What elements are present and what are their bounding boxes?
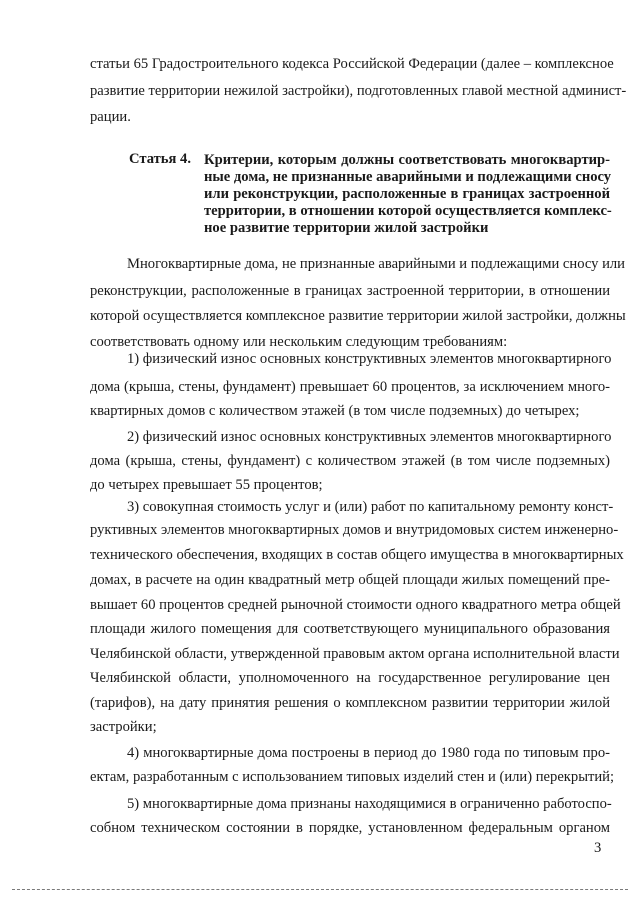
text-line: статьи 65 Градостроительного кодекса Российской Федерации (далее – комплексное [90, 56, 614, 72]
text-line: площади жилого помещения для соответствующего муниципального образования [90, 621, 610, 637]
list-item-3-line: 3) совокупная стоимость услуг и (или) работ по капитальному ремонту конст- [127, 499, 614, 515]
text-line: руктивных элементов многоквартирных домов и внутридомовых систем инженерно- [90, 522, 619, 538]
page-number: 3 [594, 840, 602, 856]
text-line: Челябинской области, уполномоченного на государственное регулирование цен [90, 670, 610, 686]
text-line: Челябинской области, утвержденной правовым актом органа исполнительной власти [90, 646, 620, 662]
article-title-line: ное развитие территории жилой застройки [204, 220, 489, 236]
text-line: дома (крыша, стены, фундамент) превышает 60 процентов, за исключением много- [90, 379, 610, 395]
text-line: которой осуществляется комплексное развитие территории жилой застройки, должны [90, 308, 626, 324]
text-line: рации. [90, 109, 131, 125]
list-item-5-line: 5) многоквартирные дома признаны находящимися в ограниченно работоспо- [127, 796, 612, 812]
text-line: застройки; [90, 719, 157, 735]
list-item-1-line: 1) физический износ основных конструктивных элементов многоквартирного [127, 351, 612, 367]
text-line: Многоквартирные дома, не признанные аварийными и подлежащими сносу или [127, 256, 625, 272]
page-edge-divider [12, 889, 628, 890]
list-item-4-line: 4) многоквартирные дома построены в период до 1980 года по типовым про- [127, 745, 610, 761]
text-line: вышает 60 процентов средней рыночной стоимости одного квадратного метра общей [90, 597, 621, 613]
text-line: (тарифов), на дату принятия решения о комплексном развитии территории жилой [90, 695, 610, 711]
text-line: соответствовать одному или нескольким следующим требованиям: [90, 334, 508, 350]
text-line: технического обеспечения, входящих в состав общего имущества в многоквартирных [90, 547, 624, 563]
list-item-2-line: 2) физический износ основных конструктивных элементов многоквартирного [127, 429, 612, 445]
text-line: собном техническом состоянии в порядке, установленном федеральным органом [90, 820, 610, 836]
text-line: развитие территории нежилой застройки), подготовленных главой местной админист- [90, 83, 627, 99]
text-line: реконструкции, расположенные в границах застроенной территории, в отношении [90, 283, 610, 299]
article-title-line: ные дома, не признанные аварийными и подлежащими сносу [204, 169, 612, 185]
article-title-line: Критерии, которым должны соответствовать многоквартир- [204, 152, 610, 168]
text-line: квартирных домов с количеством этажей (в том числе подземных) до четырех; [90, 403, 580, 419]
text-line: дома (крыша, стены, фундамент) с количеством этажей (в том числе подземных) [90, 453, 610, 469]
article-label: Статья 4. [129, 151, 191, 167]
text-line: домах, в расчете на один квадратный метр общей площади жилых помещений пре- [90, 572, 610, 588]
article-title-line: или реконструкции, расположенные в границах застроенной [204, 186, 610, 202]
text-line: до четырех превышает 55 процентов; [90, 477, 323, 493]
text-line: ектам, разработанным с использованием типовых изделий стен и (или) перекрытий; [90, 769, 615, 785]
article-title-line: территории, в отношении которой осуществляется комплекс- [204, 203, 612, 219]
